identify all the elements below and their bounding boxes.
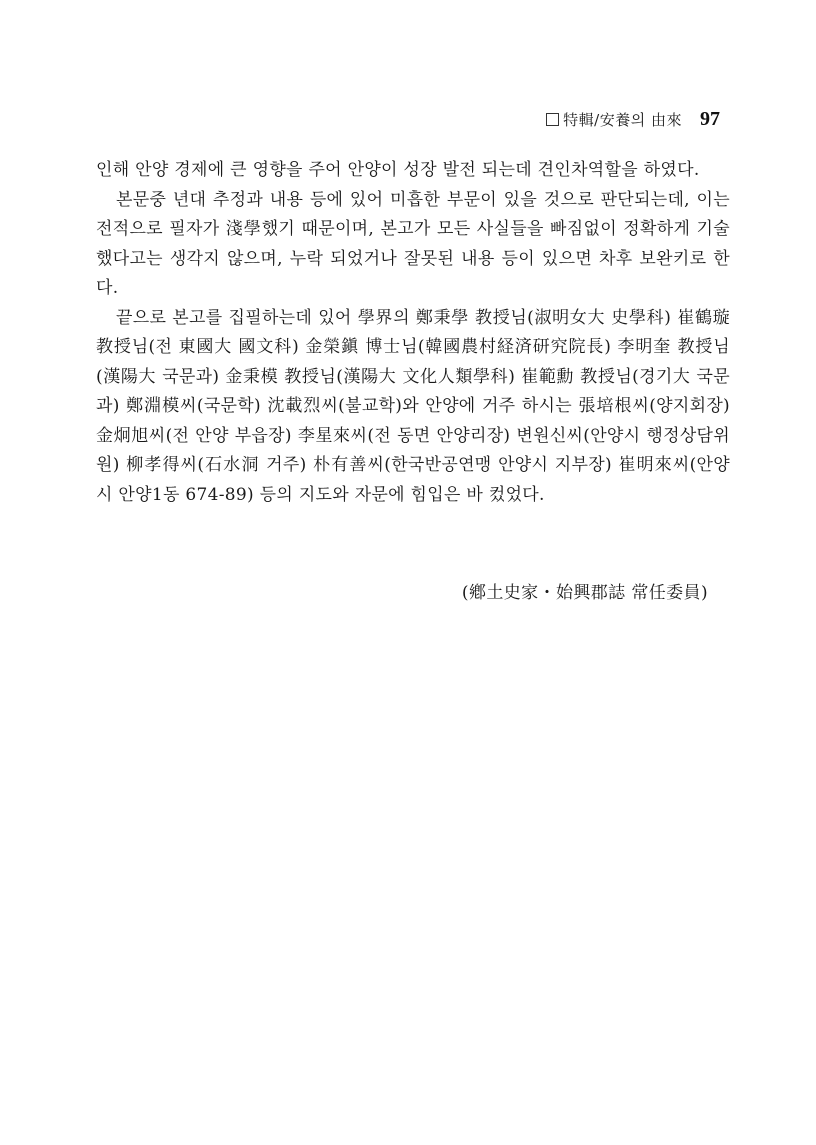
paragraph-acknowledgements: 끝으로 본고를 집필하는데 있어 學界의 鄭秉學 教授님(淑明女大 史學科) 崔鶴璇 教授님(전 東國大 國文科) 金榮鎭 博士님(韓國農村経済研究院長) 李明奎 教授님(漢陽大 국문과) 金秉模 教授님(漢陽大 文化人類學科) 崔範勳 教授님(경기大 국문과) 鄭淵模씨(국문학) 沈載烈씨(불교학)와 안양에 거주 하시는 張培根씨(양지회장) 金炯旭씨(전 안양 부읍장) 李星來씨(전 동면 안양리장) 변원신씨(안양시 행정상담위원) 柳孝得씨(石水洞 거주) 朴有善씨(한국반공연맹 안양시 지부장) 崔明來씨(안양시 안양1동 674-89) 등의 지도와 자문에 힘입은 바 컸었다.	[96, 307, 730, 505]
header-title: 特輯/安養의 由來	[563, 111, 682, 129]
author-signature: (鄕土史家・始興郡誌 常任委員)	[461, 583, 708, 603]
paragraph-disclaimer: 본문중 년대 추정과 내용 등에 있어 미흡한 부문이 있을 것으로 판단되는데, 이는 전적으로 필자가 淺學했기 때문이며, 본고가 모든 사실들을 빠짐없이 정확하게 기술했다고는 생각지 않으며, 누락 되었거나 잘못된 내용 등이 있으면 차후 보완키로 한다.	[96, 189, 730, 298]
header-title-wrapper	[546, 109, 682, 130]
running-header	[546, 108, 720, 131]
square-bullet-icon	[546, 113, 559, 126]
article-body	[96, 156, 730, 510]
paragraph-continuation: 인해 안양 경제에 큰 영향을 주어 안양이 성장 발전 되는데 견인차역할을 하였다.	[96, 160, 700, 180]
page-number: 97	[700, 108, 720, 130]
